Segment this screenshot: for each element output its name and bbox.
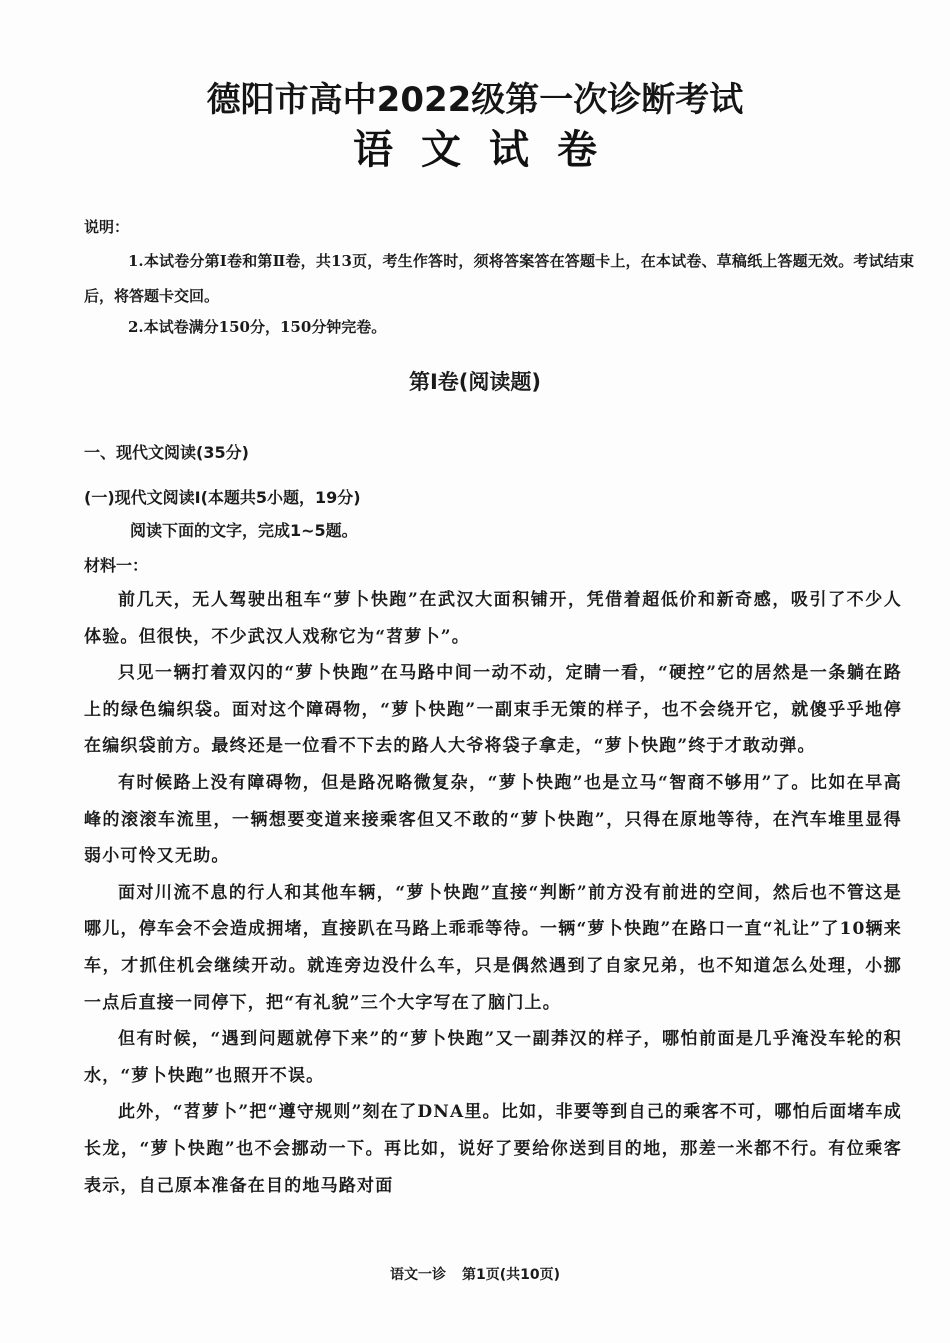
notes-label: 说明： [84,218,130,236]
footer-exam-name: 语文一诊 [389,1267,446,1283]
paragraph: 但有时候，“遇到问题就停下来”的“萝卜快跑”又一副莽汉的样子，哪怕前面是几乎淹没车轮的积水，“萝卜快跑”也照开不误。 [84,1029,902,1086]
note-item-2: 2.本试卷满分150分，150分钟完卷。 [128,318,387,336]
material-label: 材料一： [84,556,149,575]
section-title: 第Ⅰ卷(阅读题) [408,370,541,394]
page-footer [0,1264,950,1284]
paragraph: 前几天，无人驾驶出租车“萝卜快跑”在武汉大面积铺开，凭借着超低价和新奇感，吸引了不少人体验。但很快，不少武汉人戏称它为“苕萝卜”。 [84,590,902,647]
reading-instruction: 阅读下面的文字，完成1~5题。 [130,521,358,540]
paragraph: 此外，“苕萝卜”把“遵守规则”刻在了DNA里。比如，非要等到自己的乘客不可，哪怕后面堵车成长龙，“萝卜快跑”也不会挪动一下。再比如，说好了要给你送到目的地，那差一米都不行。有位乘客表示，自己原本准备在目的地马路对面 [84,1102,902,1196]
paragraph: 面对川流不息的行人和其他车辆，“萝卜快跑”直接“判断”前方没有前进的空间，然后也不管这是哪儿，停车会不会造成拥堵，直接趴在马路上乖乖等待。一辆“萝卜快跑”在路口一直“礼让”了10辆来车，才抓住机会继续开动。就连旁边没什么车，只是偶然遇到了自家兄弟，也不知道怎么处理，小挪一点后直接一同停下，把“有礼貌”三个大字写在了脑门上。 [84,882,902,1013]
exam-subject-title: 语文试卷 [353,127,625,173]
subsection-heading: (一)现代文阅读Ⅰ(本题共5小题，19分) [84,488,361,507]
note-item-1: 1.本试卷分第Ⅰ卷和第Ⅱ卷，共13页，考生作答时，须将答案答在答题卡上，在本试卷、草稿纸上答题无效。考试结束后，将答题卡交回。 [84,252,914,305]
exam-title: 德阳市高中2022级第一次诊断考试 [206,80,744,120]
passage-body [84,582,902,1204]
part-heading: 一、现代文阅读(35分) [84,443,249,462]
footer-page-number: 第1页(共10页) [461,1267,561,1283]
paragraph: 有时候路上没有障碍物，但是路况略微复杂，“萝卜快跑”也是立马“智商不够用”了。比如在早高峰的滚滚车流里，一辆想要变道来接乘客但又不敢的“萝卜快跑”，只得在原地等待，在汽车堆里显得弱小可怜又无助。 [84,772,902,867]
paragraph: 只见一辆打着双闪的“萝卜快跑”在马路中间一动不动，定睛一看，“硬控”它的居然是一条躺在路上的绿色编织袋。面对这个障碍物，“萝卜快跑”一副束手无策的样子，也不会绕开它，就傻乎乎地停在编织袋前方。最终还是一位看不下去的路人大爷将袋子拿走，“萝卜快跑”终于才敢动弹。 [84,663,902,757]
